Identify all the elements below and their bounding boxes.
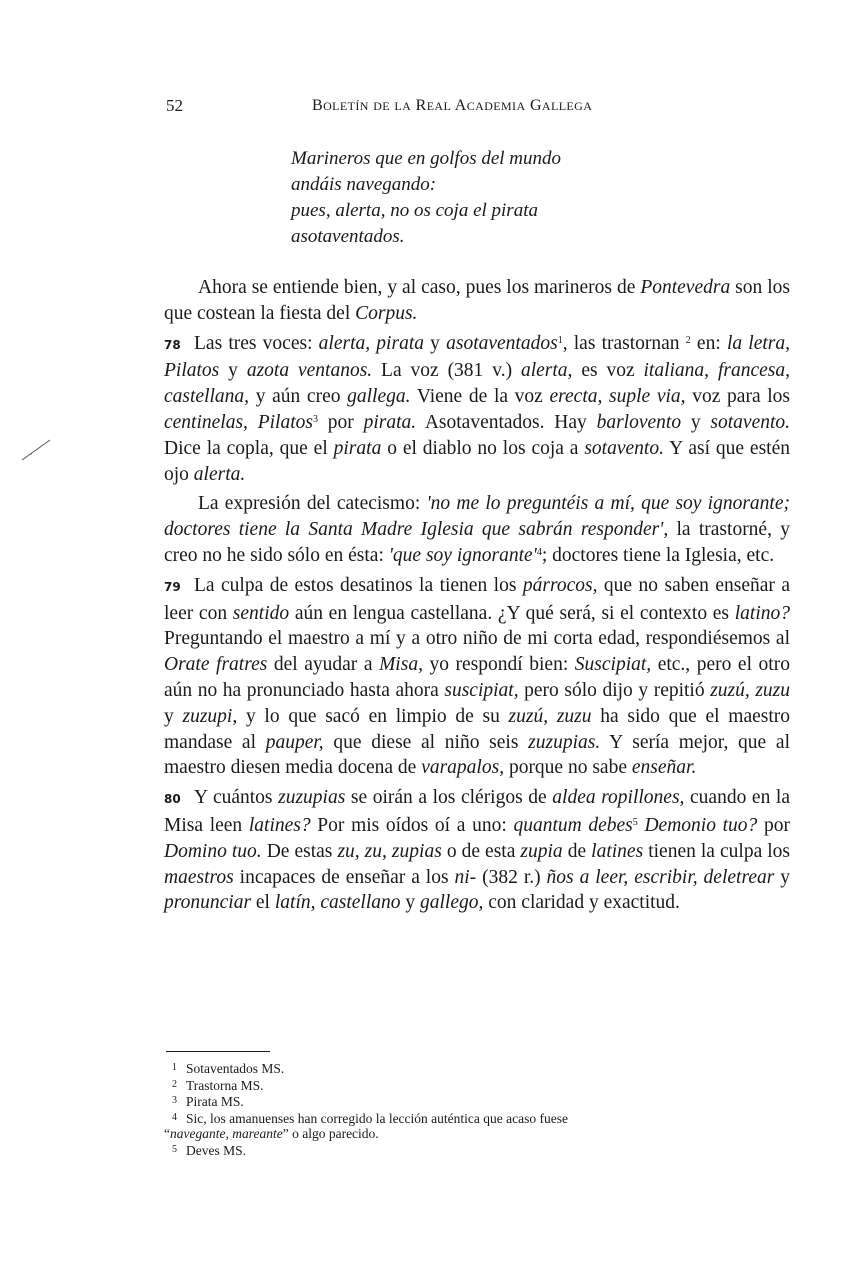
footnote-ref: 5 (632, 816, 638, 828)
verse-line: Marineros que en golfos del mundo (291, 148, 562, 169)
verse-line: asotaventados. (291, 226, 405, 247)
paragraph-number: 78 (164, 337, 181, 352)
footnote: 1 Sotaventados MS. (172, 1061, 285, 1076)
footnote: 4 Sic, los amanuenses han corregido la lección auténtica que acaso fuese (172, 1110, 568, 1126)
running-title (312, 97, 592, 115)
footnote-ref: 2 (685, 334, 691, 346)
footnote-continuation: “navegante, mareante” o algo parecido. (164, 1126, 379, 1141)
running-title-text: BOLETÍN DE LA REAL ACADEMIA GALLEGA (312, 97, 593, 114)
paragraph-catecismo: La expresión del catecismo: 'no me lo preguntéis a mí, que soy ignorante; doctores tiene la Santa Madre Iglesia que sabrán responder', la trastorné, y creo no he sido sólo en ésta: 'que soy $ignorante'^4$; doctores tiene la Iglesia, etc. (164, 493, 790, 566)
paragraph-number: 79 (164, 579, 181, 594)
footnote-ref: 3 (312, 413, 318, 425)
pencil-mark-icon (20, 438, 52, 462)
footnote: 3 Pirata MS. (172, 1094, 244, 1109)
body-text (164, 275, 790, 916)
paragraph-80: 80 Y cuántos zuzupias se oirán a los clérigos de aldea ropillones, cuando en la Misa leen latines? Por mis oídos oí a uno: quantum debes$^5$ Demonio tuo? por Domino tuo. De estas zu, zu, zupias o de esta zupia de latines tienen la culpa los maestros incapaces de enseñar a los ni- (382 r.) ños a leer, escribir, deletrear y pronunciar el latín, castellano y gallego, con claridad y exactitud. (164, 787, 791, 914)
footnote-ref: 1 (557, 334, 563, 346)
footnote-ref: 4 (536, 546, 542, 558)
footnotes (164, 1060, 790, 1158)
running-header (166, 96, 790, 122)
page-number: 52 (166, 96, 183, 115)
paragraph-number: 80 (164, 792, 181, 807)
footnote-divider (166, 1051, 270, 1052)
paragraph-78: 78 Las tres voces: alerta, pirata y asotaventados$^1$, las trastornan $^2$ en: la letra, Pilatos y azota ventanos. La voz (381 v.) alerta, es voz italiana, francesa, castellana, y aún creo gallega. Viene de la voz erecta, suple via, voz para los centinelas, Pilatos$^3$ por pirata. Asotaventados. Hay barlovento y sotavento. Dice la copla, que el pirata o el diablo no los coja a sotavento. Y así que estén ojo alerta. (164, 332, 791, 485)
verse-line: pues, alerta, no os coja el pirata (291, 200, 538, 221)
paragraph-intro: Ahora se entiende bien, y al caso, pues los marineros de Pontevedra son los que costean la fiesta del Corpus. (164, 277, 790, 324)
footnote: 5 Deves MS. (172, 1142, 246, 1158)
verse-line: andáis navegando: (291, 174, 437, 195)
verse-block (291, 146, 561, 250)
footnote: 2 Trastorna MS. (172, 1077, 264, 1093)
paragraph-79: 79 La culpa de estos desatinos la tienen los párrocos, que no saben enseñar a leer con sentido aún en lengua castellana. ¿Y qué será, si el contexto es latino? Preguntando el maestro a mí y a otro niño de mi corta edad, respondiésemos al Orate fratres del ayudar a Misa, yo respondí bien: Suscipiat, etc., pero el otro aún no ha pronunciado hasta ahora suscipiat, pero sólo dijo y repitió zuzú, zuzu y zuzupi, y lo que sacó en limpio de su zuzú, zuzu ha sido que el maestro mandase al pauper, que diese al niño seis zuzupias. Y sería mejor, que al maestro diesen media docena de varapalos, porque no sabe enseñar. (164, 574, 791, 779)
